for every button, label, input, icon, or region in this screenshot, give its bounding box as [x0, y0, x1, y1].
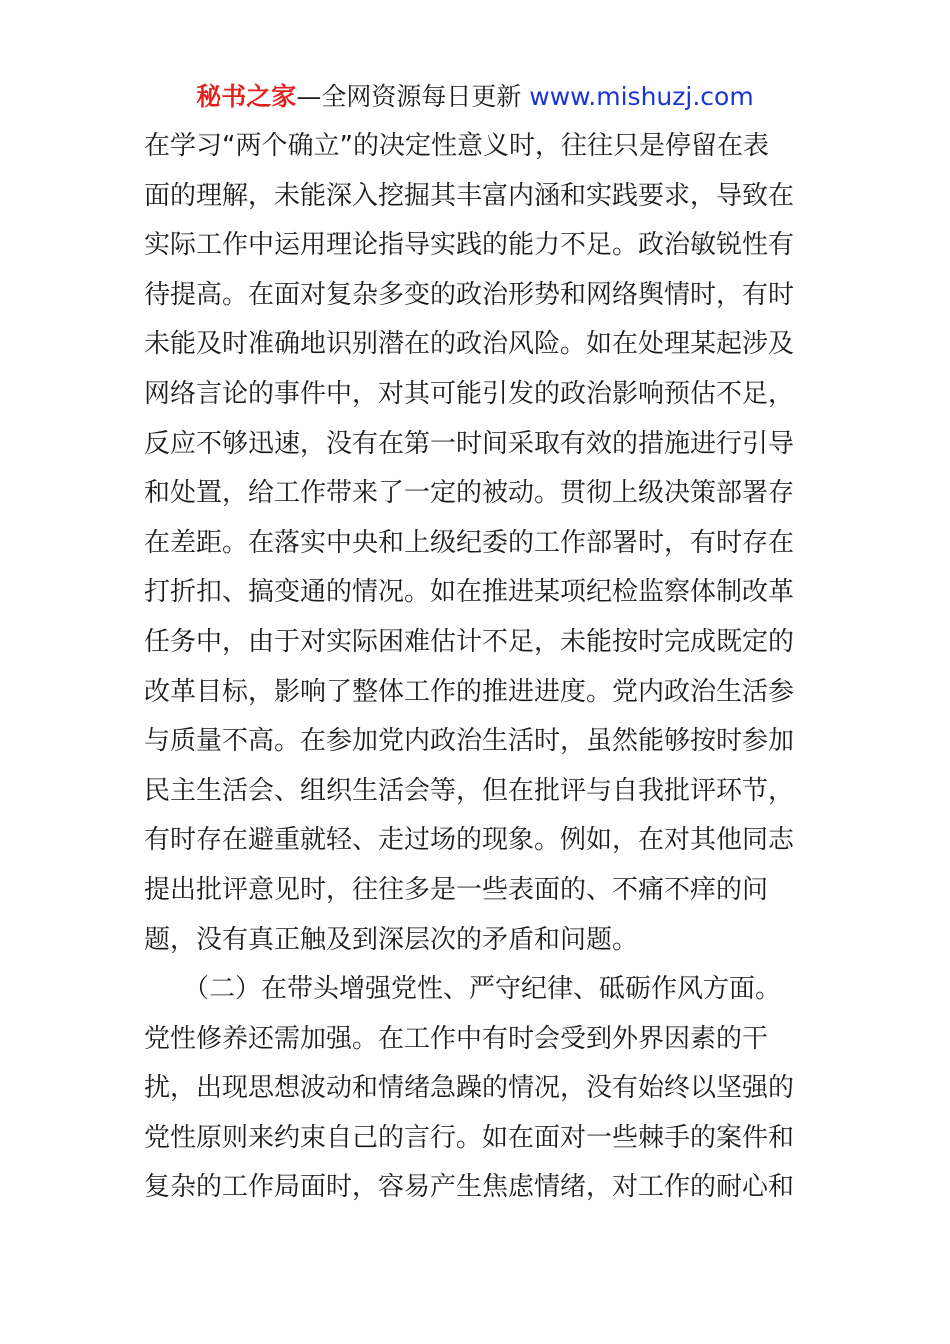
text-line: 打折扣、搞变通的情况。如在推进某项纪检监察体制改革 [144, 577, 795, 608]
text-line: 提出批评意见时，往往多是一些表面的、不痛不痒的问 [144, 874, 769, 905]
text-line: 题，没有真正触及到深层次的矛盾和问题。 [144, 924, 639, 955]
text-line: 在学习“两个确立”的决定性意义时，往往只是停留在表 [144, 131, 769, 161]
text-line: 复杂的工作局面时，容易产生焦虑情绪，对工作的耐心和 [144, 1172, 795, 1203]
text-line: 任务中，由于对实际困难估计不足，未能按时完成既定的 [144, 626, 795, 657]
text-line: 改革目标，影响了整体工作的推进进度。党内政治生活参 [144, 676, 795, 707]
text-line: 待提高。在面对复杂多变的政治形势和网络舆情时，有时 [144, 279, 795, 310]
document-body [144, 122, 814, 1213]
site-brand: 秘书之家 [196, 82, 297, 111]
text-line: 和处置，给工作带来了一定的被动。贯彻上级决策部署存 [144, 478, 795, 509]
site-header [0, 80, 950, 114]
text-line: 网络言论的事件中，对其可能引发的政治影响预估不足， [144, 378, 795, 409]
text-line: 扰，出现思想波动和情绪急躁的情况，没有始终以坚强的 [144, 1073, 795, 1104]
text-line: 与质量不高。在参加党内政治生活时，虽然能够按时参加 [144, 726, 795, 757]
text-line: 有时存在避重就轻、走过场的现象。例如，在对其他同志 [144, 825, 795, 856]
site-url-link[interactable]: www.mishuzj.com [529, 82, 754, 111]
site-tagline: —全网资源每日更新 [296, 82, 530, 111]
text-line: 民主生活会、组织生活会等，但在批评与自我批评环节， [144, 775, 795, 806]
text-line: 实际工作中运用理论指导实践的能力不足。政治敏锐性有 [144, 230, 795, 261]
text-line: 党性原则来约束自己的言行。如在面对一些棘手的案件和 [144, 1122, 795, 1153]
text-line: 未能及时准确地识别潜在的政治风险。如在处理某起涉及 [144, 329, 795, 360]
text-line: 面的理解，未能深入挖掘其丰富内涵和实践要求，导致在 [144, 180, 795, 211]
text-line: 在差距。在落实中央和上级纪委的工作部署时，有时存在 [144, 527, 795, 558]
text-line: 党性修养还需加强。在工作中有时会受到外界因素的干 [144, 1023, 769, 1054]
section-heading: （二）在带头增强党性、严守纪律、砥砺作风方面。 [144, 974, 782, 1005]
text-line: 反应不够迅速，没有在第一时间采取有效的措施进行引导 [144, 428, 795, 459]
